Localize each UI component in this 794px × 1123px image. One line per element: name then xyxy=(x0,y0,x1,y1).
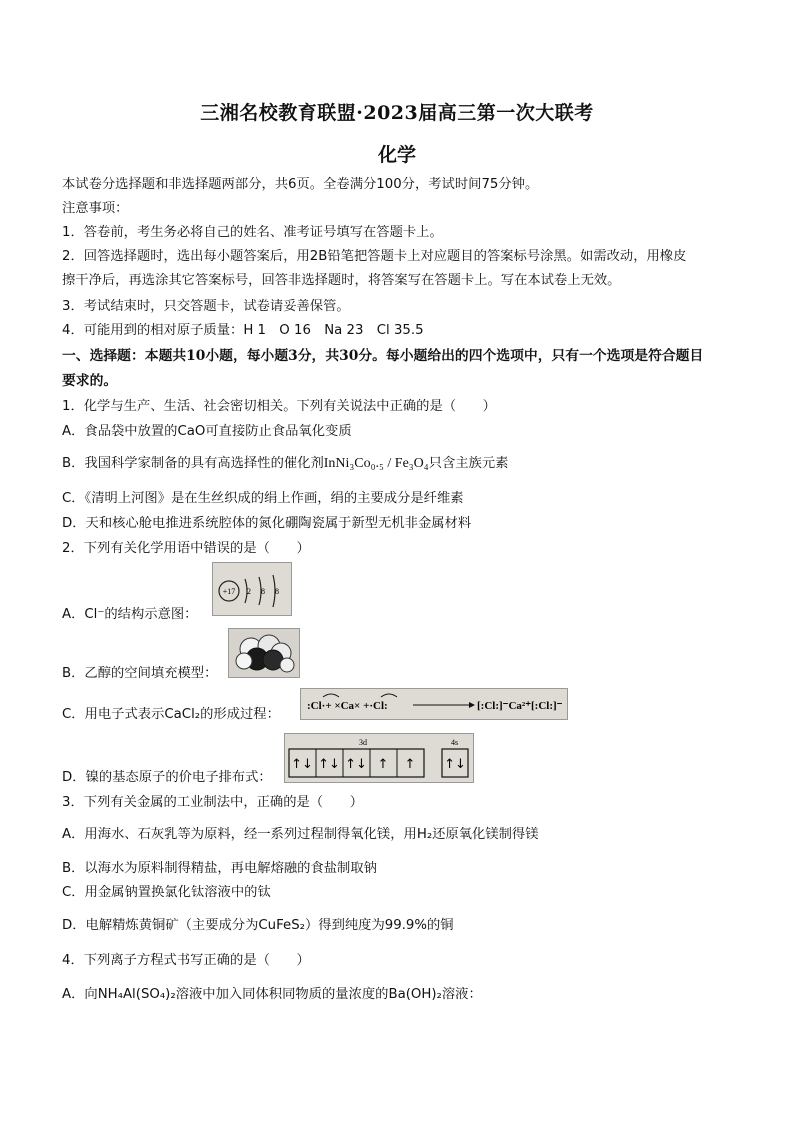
q1-option-b-pre: B．我国科学家制备的具有高选择性的催化剂 xyxy=(62,456,324,471)
cacl2-formation-image xyxy=(300,688,568,720)
ni-orbital-svg xyxy=(285,734,473,782)
ni-orbital-diagram xyxy=(284,733,474,783)
notice-1: 1．答卷前，考生务必将自己的姓名、准考证号填写在答题卡上。 xyxy=(62,225,443,240)
nucleus-label: +17 xyxy=(222,587,236,596)
q1-option-b xyxy=(62,455,508,473)
shell-2-count: 8 xyxy=(261,587,265,596)
notice-2b: 擦干净后，再选涂其它答案标号，回答非选择题时，将答案写在答题卡上。写在本试卷上无效。 xyxy=(62,273,621,288)
notice-2a: 2．回答选择题时，选出每小题答案后，用2B铅笔把答题卡上对应题目的答案标号涂黑。如需改动，用橡皮 xyxy=(62,249,687,264)
subject-title: 化学 xyxy=(377,144,416,166)
q3-stem: 3．下列有关金属的工业制法中，正确的是（ ） xyxy=(62,795,363,810)
q1-option-b-post: 只含主族元素 xyxy=(428,456,509,471)
q3-option-a: A．用海水、石灰乳等为原料，经一系列过程制得氧化镁，用H₂还原氧化镁制得镁 xyxy=(62,827,539,842)
ethanol-model-svg xyxy=(229,629,299,677)
notice-3: 3．考试结束时，只交答题卡，试卷请妥善保管。 xyxy=(62,299,350,314)
section-heading-cont: 要求的。 xyxy=(62,373,118,389)
q2-option-a: A．Cl⁻的结构示意图： xyxy=(62,607,198,622)
cl-ion-structure-svg xyxy=(213,563,291,615)
orbital-4s: ↑↓ xyxy=(444,757,466,772)
notice-4: 4．可能用到的相对原子质量：H 1 O 16 Na 23 Cl 35.5 xyxy=(62,323,424,338)
orbital-3d-5: ↑ xyxy=(404,757,416,772)
q2-option-d: D．镍的基态原子的价电子排布式： xyxy=(62,770,272,785)
section-heading: 一、选择题：本题共10小题，每小题3分，共30分。每小题给出的四个选项中，只有一个选项是符合题目 xyxy=(62,348,704,364)
exam-title: 三湘名校教育联盟·2023届高三第一次大联考 xyxy=(200,102,594,124)
q2-option-c: C．用电子式表示CaCl₂的形成过程： xyxy=(62,707,280,722)
q1-stem: 1．化学与生产、生活、社会密切相关。下列有关说法中正确的是（ ） xyxy=(62,399,496,414)
q4-stem: 4．下列离子方程式书写正确的是（ ） xyxy=(62,953,310,968)
label-4s: 4s xyxy=(451,738,459,747)
q1-option-d: D．天和核心舱电推进系统腔体的氮化硼陶瓷属于新型无机非金属材料 xyxy=(62,516,472,531)
shell-3-count: 8 xyxy=(275,587,279,596)
ethanol-model-image xyxy=(228,628,300,678)
q2-stem: 2．下列有关化学用语中错误的是（ ） xyxy=(62,541,310,556)
orbital-3d-3: ↑↓ xyxy=(345,757,367,772)
orbital-3d-4: ↑ xyxy=(377,757,389,772)
q3-option-c: C．用金属钠置换氯化钛溶液中的钛 xyxy=(62,885,271,900)
cacl2-formation-svg xyxy=(301,689,567,719)
q4-option-a: A．向NH₄Al(SO₄)₂溶液中加入同体积同物质的量浓度的Ba(OH)₂溶液： xyxy=(62,987,482,1002)
orbital-3d-2: ↑↓ xyxy=(318,757,340,772)
formation-products: [:Cl:]⁻Ca²⁺[:Cl:]⁻ xyxy=(477,700,563,712)
cl-ion-structure-diagram xyxy=(212,562,292,616)
orbital-3d-1: ↑↓ xyxy=(291,757,313,772)
intro-line: 本试卷分选择题和非选择题两部分，共6页。全卷满分100分，考试时间75分钟。 xyxy=(62,177,539,192)
shell-1-count: 2 xyxy=(247,587,251,596)
q3-option-b: B．以海水为原料制得精盐，再电解熔融的食盐制取钠 xyxy=(62,861,377,876)
notice-heading: 注意事项： xyxy=(62,201,129,216)
q2-option-b: B．乙醇的空间填充模型： xyxy=(62,666,218,681)
q1-option-a: A．食品袋中放置的CaO可直接防止食品氧化变质 xyxy=(62,424,352,439)
q1-option-c: C．《清明上河图》是在生丝织成的绢上作画，绢的主要成分是纤维素 xyxy=(62,491,464,506)
q3-option-d: D．电解精炼黄铜矿（主要成分为CuFeS₂）得到纯度为99.9%的铜 xyxy=(62,918,454,933)
label-3d: 3d xyxy=(359,738,367,747)
q1-option-b-formula: InNi₃Co₀.₅ / Fe₃O₄ xyxy=(323,456,429,471)
formation-reactants: :Cl·+ ×Ca× +·Cl: xyxy=(307,700,388,712)
